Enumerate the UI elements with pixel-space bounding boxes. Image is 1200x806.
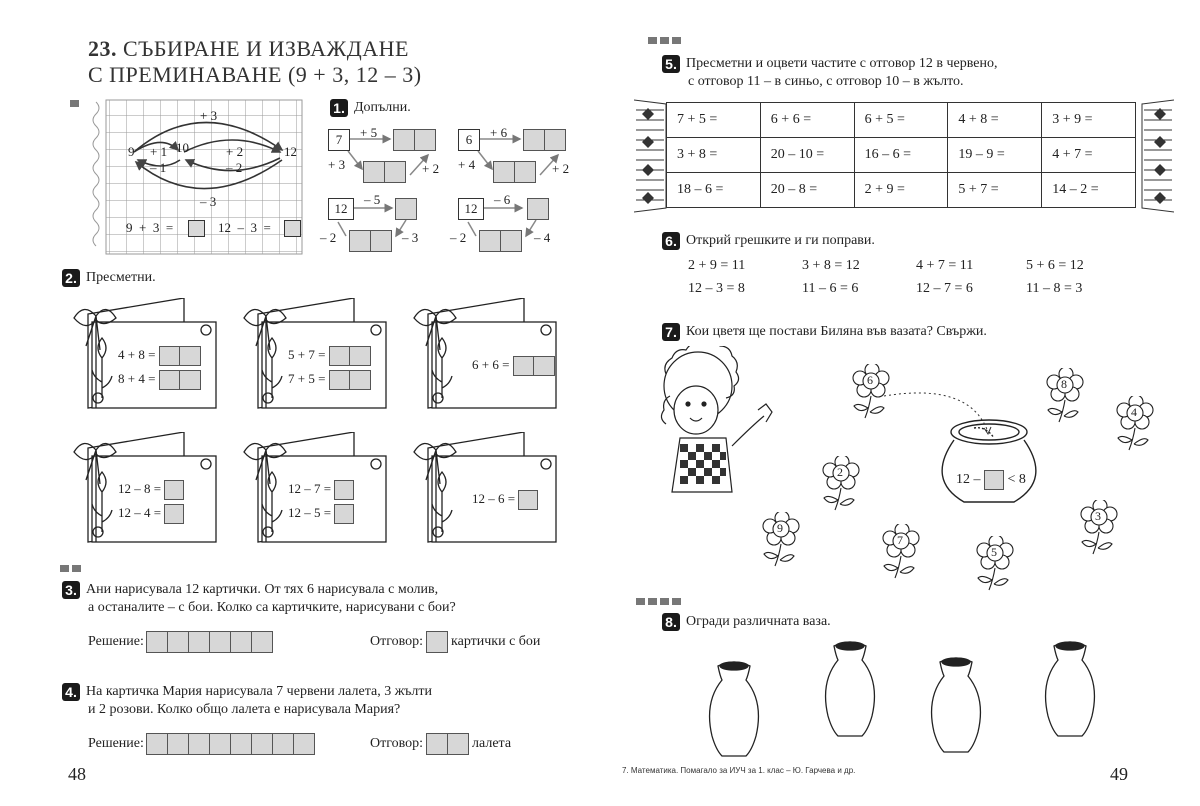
vase-expression	[956, 470, 1026, 490]
rug-row	[667, 173, 1136, 208]
answer-box[interactable]	[334, 504, 354, 524]
task3-number: 3.	[62, 581, 80, 599]
start-value: 7	[328, 129, 350, 151]
label-plus1: + 1	[150, 144, 168, 159]
start-value: 6	[458, 129, 480, 151]
answer-squares[interactable]	[524, 129, 566, 151]
answer-box[interactable]	[334, 480, 354, 500]
answer-box[interactable]	[159, 370, 201, 390]
flower[interactable]	[1040, 368, 1090, 424]
answer-squares[interactable]	[396, 198, 417, 220]
label-plus2: + 2	[226, 144, 244, 159]
answer-box-1[interactable]	[188, 220, 205, 237]
rug-cell[interactable]: 19 – 9 =	[948, 138, 1042, 173]
greeting-card	[406, 432, 560, 550]
answer-box[interactable]	[329, 346, 371, 366]
answer-squares[interactable]	[528, 198, 549, 220]
card-equation	[118, 504, 184, 524]
check-expression[interactable]: 3 + 8 = 12	[802, 258, 860, 273]
task8-text: Огради различната ваза.	[686, 614, 831, 629]
check-expression[interactable]: 11 – 6 = 6	[802, 281, 859, 296]
answer-box[interactable]	[513, 356, 555, 376]
op-right: – 3	[402, 230, 419, 245]
rug-cell[interactable]: 14 – 2 =	[1042, 173, 1136, 208]
op-top: + 5	[360, 125, 378, 140]
answer-box[interactable]	[427, 733, 469, 755]
solution-boxes[interactable]	[147, 733, 315, 755]
solution-label: Решение:	[88, 634, 144, 650]
task2-number: 2.	[62, 269, 80, 287]
greeting-card	[236, 432, 390, 550]
rug-cell[interactable]: 4 + 7 =	[1042, 138, 1136, 173]
task6-number: 6.	[662, 232, 680, 250]
answer-box[interactable]	[164, 480, 184, 500]
label-10: 10	[176, 140, 189, 155]
task6-text: Открий грешките и ги поправи.	[686, 233, 875, 248]
op-right: – 4	[534, 230, 551, 245]
rug-cell[interactable]: 2 + 9 =	[854, 173, 948, 208]
flower-number: 3	[1095, 509, 1101, 523]
start-value: 12	[458, 198, 484, 220]
answer-box-2[interactable]	[284, 220, 301, 237]
op-left: – 2	[450, 230, 467, 245]
rug-cell[interactable]: 18 – 6 =	[667, 173, 761, 208]
label-minus3: – 3	[200, 194, 217, 209]
task1-diagram-3	[320, 192, 448, 258]
task5-line-2: с отговор 11 – в синьо, с отговор 10 – в жълто.	[688, 74, 964, 89]
task5-line-1: Пресметни и оцвети частите с отговор 12 в червено,	[686, 56, 998, 71]
card-equation	[118, 346, 201, 366]
solution-label: Решение:	[88, 736, 144, 752]
answer-box[interactable]	[518, 490, 538, 510]
answer-box[interactable]	[159, 346, 201, 366]
answer-squares[interactable]	[480, 230, 522, 252]
flower[interactable]	[1110, 396, 1160, 452]
flower[interactable]	[970, 536, 1020, 592]
answer-squares[interactable]	[350, 230, 392, 252]
flower-number: 4	[1131, 405, 1137, 419]
equation-text: 6 + 6 =	[472, 356, 513, 372]
task7-header	[662, 322, 987, 342]
equation-text: 4 + 8 =	[118, 346, 159, 362]
equation-text: 12 – 4 =	[118, 504, 165, 520]
task2-header	[62, 268, 156, 288]
vase-answer-box[interactable]	[984, 470, 1004, 490]
card-equation	[288, 504, 354, 524]
equation-text: 8 + 4 =	[118, 370, 159, 386]
op-left: + 4	[458, 157, 476, 172]
rug-cell[interactable]: 7 + 5 =	[667, 103, 761, 138]
card-equation	[118, 480, 184, 500]
answer-box[interactable]	[427, 631, 448, 653]
difficulty-marker	[60, 565, 81, 572]
answer-box[interactable]	[329, 370, 371, 390]
equation-text: 12 – 5 =	[288, 504, 335, 520]
vase-option[interactable]	[1042, 640, 1098, 740]
op-top: – 6	[494, 192, 511, 207]
rug-row	[667, 103, 1136, 138]
flower-number: 8	[1061, 377, 1067, 391]
answer-box[interactable]	[164, 504, 184, 524]
task4-number: 4.	[62, 683, 80, 701]
equation-text: 12 – 8 =	[118, 480, 165, 496]
task1-diagram-2	[458, 125, 578, 195]
task1-number: 1.	[330, 99, 348, 117]
difficulty-marker	[648, 37, 681, 44]
op-top: – 5	[364, 192, 381, 207]
flower-number: 2	[837, 465, 843, 479]
equation-text: 7 + 5 =	[288, 370, 329, 386]
task2-text: Пресметни.	[86, 270, 156, 285]
op-left: + 3	[328, 157, 346, 172]
answer-suffix: лалета	[472, 736, 512, 752]
card-equation	[288, 346, 371, 366]
op-left: – 2	[320, 230, 337, 245]
greeting-card	[66, 298, 220, 416]
girl-illustration	[640, 346, 780, 496]
equation-2: 12 – 3 =	[218, 220, 271, 235]
flower[interactable]	[816, 456, 866, 512]
vase-left: 12 –	[956, 472, 981, 488]
vase-option[interactable]	[706, 660, 762, 760]
check-expression[interactable]: 12 – 3 = 8	[688, 281, 745, 296]
task3-answer	[370, 631, 540, 653]
rug-cell[interactable]: 3 + 8 =	[667, 138, 761, 173]
task4-line-2: и 2 розови. Колко общо лалета е нарисувала Мария?	[88, 702, 401, 717]
task3-solution	[88, 631, 273, 653]
answer-squares[interactable]	[494, 161, 536, 183]
rug-cell[interactable]: 3 + 9 =	[1042, 103, 1136, 138]
label-minus2: – 2	[226, 160, 243, 175]
rug-cell[interactable]: 20 – 10 =	[760, 138, 854, 173]
task7-number: 7.	[662, 323, 680, 341]
flower-number: 9	[777, 521, 783, 535]
card-equation	[472, 490, 538, 510]
rug-row	[667, 138, 1136, 173]
flower[interactable]	[756, 512, 806, 568]
rug-table	[666, 102, 1136, 208]
check-expression[interactable]: 11 – 8 = 3	[1026, 281, 1083, 296]
greeting-card	[406, 298, 560, 416]
task4-answer	[370, 733, 511, 755]
page-number-left: 48	[68, 764, 86, 784]
task1-diagram-1	[328, 125, 448, 195]
task3-line-2: а останалите – с бои. Колко са картичките, нарисувани с бои?	[88, 600, 456, 615]
op-right: + 2	[422, 161, 440, 176]
check-expression[interactable]: 2 + 9 = 11	[688, 258, 746, 273]
rug-cell[interactable]: 6 + 6 =	[760, 103, 854, 138]
number-line-grid	[92, 98, 304, 256]
task4-solution	[88, 733, 315, 755]
label-minus1: – 1	[150, 160, 167, 175]
equation-text: 5 + 7 =	[288, 346, 329, 362]
equation-text: 12 – 6 =	[472, 490, 519, 506]
equation-1: 9 + 3 =	[126, 220, 174, 235]
card-equation	[288, 480, 354, 500]
greeting-card	[236, 298, 390, 416]
card-equation	[118, 370, 201, 390]
card-equation	[472, 356, 555, 376]
dashed-arrow	[880, 386, 1010, 446]
answer-label: Отговор:	[370, 634, 424, 650]
answer-squares[interactable]	[394, 129, 436, 151]
check-expression[interactable]: 5 + 6 = 12	[1026, 258, 1084, 273]
task3-line-1: Ани нарисувала 12 картички. От тях 6 нарисувала с молив,	[86, 582, 439, 597]
card-equation	[288, 370, 371, 390]
answer-label: Отговор:	[370, 736, 424, 752]
op-right: + 2	[552, 161, 570, 176]
vase-right: < 8	[1007, 472, 1026, 488]
task7-text: Кои цветя ще постави Биляна във вазата? Свържи.	[686, 324, 987, 339]
vase-option[interactable]	[822, 640, 878, 740]
rug-cell[interactable]: 5 + 7 =	[948, 173, 1042, 208]
title-line-2: С ПРЕМИНАВАНЕ (9 + 3, 12 – 3)	[88, 62, 422, 87]
page-number-right: 49	[1110, 764, 1128, 784]
rug-cell[interactable]: 16 – 6 =	[854, 138, 948, 173]
lesson-number: 23.	[88, 36, 117, 61]
rug-cell[interactable]: 20 – 8 =	[760, 173, 854, 208]
task1-diagram-4	[450, 192, 578, 258]
title-line-1: СЪБИРАНЕ И ИЗВАЖДАНЕ	[123, 36, 409, 61]
task5-number: 5.	[662, 55, 680, 73]
task1-header	[330, 98, 411, 118]
difficulty-marker	[636, 598, 681, 605]
answer-squares[interactable]	[364, 161, 406, 183]
op-top: + 6	[490, 125, 508, 140]
rug-cell[interactable]: 6 + 5 =	[854, 103, 948, 138]
task8-header	[662, 612, 831, 632]
task6-header	[662, 231, 875, 251]
task1-text: Допълни.	[354, 100, 411, 115]
footer-text: 7. Математика. Помагало за ИУЧ за 1. клас – Ю. Гарчева и др.	[622, 766, 856, 775]
greeting-card	[66, 432, 220, 550]
equation-text: 12 – 7 =	[288, 480, 335, 496]
check-expression[interactable]: 12 – 7 = 6	[916, 281, 973, 296]
solution-boxes[interactable]	[147, 631, 273, 653]
page-title	[88, 36, 409, 62]
label-12: 12	[284, 144, 297, 159]
vase-option[interactable]	[928, 656, 984, 756]
difficulty-marker	[70, 100, 79, 107]
flower[interactable]	[1074, 500, 1124, 556]
flower-number: 6	[867, 373, 873, 387]
answer-suffix: картички с бои	[451, 634, 541, 650]
start-value: 12	[328, 198, 354, 220]
task8-number: 8.	[662, 613, 680, 631]
rug-cell[interactable]: 4 + 8 =	[948, 103, 1042, 138]
flower[interactable]	[876, 524, 926, 580]
check-expression[interactable]: 4 + 7 = 11	[916, 258, 974, 273]
flower-number: 7	[897, 533, 903, 547]
task4-line-1: На картичка Мария нарисувала 7 червени лалета, 3 жълти	[86, 684, 433, 699]
label-plus3: + 3	[200, 108, 218, 123]
flower-number: 5	[991, 545, 997, 559]
label-9: 9	[128, 144, 135, 159]
